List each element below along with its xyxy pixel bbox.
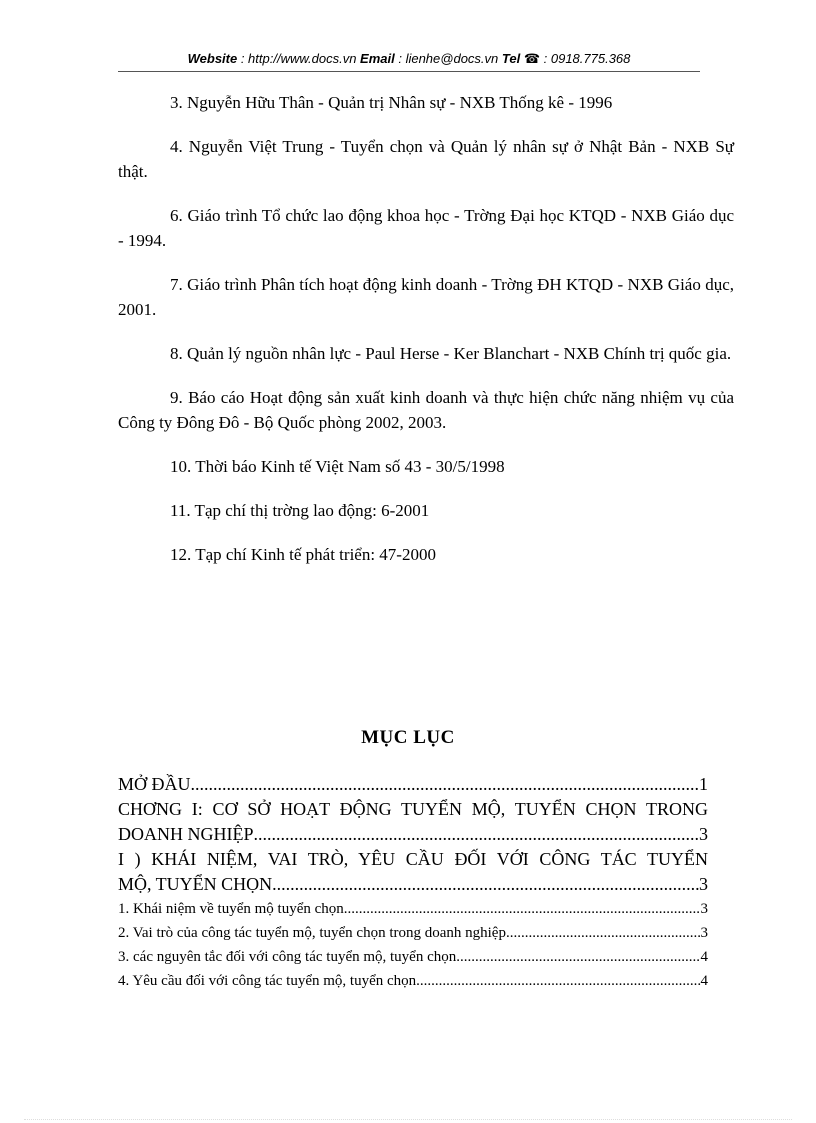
toc-entry-text: 3. các nguyên tắc đối với công tác tuyển mộ, tuyển chọn [118, 949, 457, 965]
toc-entry[interactable] [118, 772, 708, 797]
table-of-contents [118, 772, 708, 993]
reference-item: 3. Nguyễn Hữu Thân - Quản trị Nhân sự - NXB Thống kê - 1996 [170, 93, 613, 112]
reference-item: 4. Nguyễn Việt Trung - Tuyển chọn và Quản lý nhân sự ở Nhật Bản - NXB Sự thật. [118, 137, 734, 181]
toc-entry[interactable] [118, 897, 708, 921]
reference-list [118, 90, 734, 567]
toc-leader-dots [344, 897, 701, 921]
toc-leader-dots [191, 772, 699, 797]
toc-entry[interactable] [118, 872, 708, 897]
reference-item: 10. Thời báo Kinh tế Việt Nam số 43 - 30/5/1998 [170, 457, 505, 476]
toc-entry[interactable] [118, 921, 708, 945]
toc-page-number: 1 [699, 774, 708, 794]
toc-leader-dots [254, 822, 700, 847]
reference-item: 11. Tạp chí thị trờng lao động: 6-2001 [170, 501, 430, 520]
website-label: Website [187, 51, 238, 66]
reference-item: 12. Tạp chí Kinh tế phát triển: 47-2000 [170, 545, 436, 564]
page-header [118, 51, 700, 67]
tel-label: Tel [501, 51, 521, 66]
toc-page-number: 4 [700, 973, 708, 989]
toc-entry-text: DOANH NGHIỆP [118, 824, 254, 844]
email-value: : lienhe@docs.vn [394, 51, 502, 66]
toc-page-number: 3 [699, 874, 708, 894]
page-bottom-border [24, 1119, 792, 1120]
toc-leader-dots [272, 872, 699, 897]
toc-leader-dots [506, 921, 701, 945]
reference-item: 6. Giáo trình Tổ chức lao động khoa học - Trờng Đại học KTQD - NXB Giáo dục - 1994. [118, 206, 734, 250]
toc-page-number: 3 [700, 901, 708, 917]
toc-entry-text: 4. Yêu cầu đối với công tác tuyển mộ, tuyển chọn [118, 973, 417, 989]
reference-item: 7. Giáo trình Phân tích hoạt động kinh doanh - Trờng ĐH KTQD - NXB Giáo dục, 2001. [118, 275, 734, 319]
toc-entry[interactable] [118, 945, 708, 969]
toc-entry-text: 2. Vai trò của công tác tuyển mộ, tuyển chọn trong doanh nghiệp [118, 925, 506, 941]
toc-entry[interactable] [118, 969, 708, 993]
toc-page-number: 4 [700, 949, 708, 965]
website-value: : http://www.docs.vn [237, 51, 361, 66]
toc-entry-heading-line[interactable]: CHƠNG I: CƠ SỞ HOẠT ĐỘNG TUYỂN MỘ, TUYỂN CHỌN TRONG [118, 799, 708, 819]
toc-entry-text: MỘ, TUYỂN CHỌN [118, 874, 273, 894]
toc-entry-text: MỞ ĐẦU [118, 774, 191, 794]
toc-entry-heading-line[interactable]: I ) KHÁI NIỆM, VAI TRÒ, YÊU CẦU ĐỐI VỚI CÔNG TÁC TUYỂN [118, 849, 708, 869]
reference-item: 9. Báo cáo Hoạt động sản xuất kinh doanh và thực hiện chức năng nhiệm vụ của Công ty Đông Đô - Bộ Quốc phòng 2002, 2003. [118, 388, 734, 432]
phone-icon: ☎ [523, 51, 541, 66]
header-divider [118, 71, 700, 72]
toc-leader-dots [456, 945, 700, 969]
toc-entry-text: 1. Khái niệm về tuyển mộ tuyển chọn [118, 901, 344, 917]
tel-value: : 0918.775.368 [540, 51, 631, 66]
toc-leader-dots [416, 969, 700, 993]
toc-title: MỤC LỤC [361, 727, 455, 748]
reference-item: 8. Quản lý nguồn nhân lực - Paul Herse - Ker Blanchart - NXB Chính trị quốc gia. [170, 344, 732, 363]
toc-entry[interactable] [118, 822, 708, 847]
email-label: Email [360, 51, 395, 66]
toc-page-number: 3 [700, 925, 708, 941]
toc-page-number: 3 [699, 824, 708, 844]
